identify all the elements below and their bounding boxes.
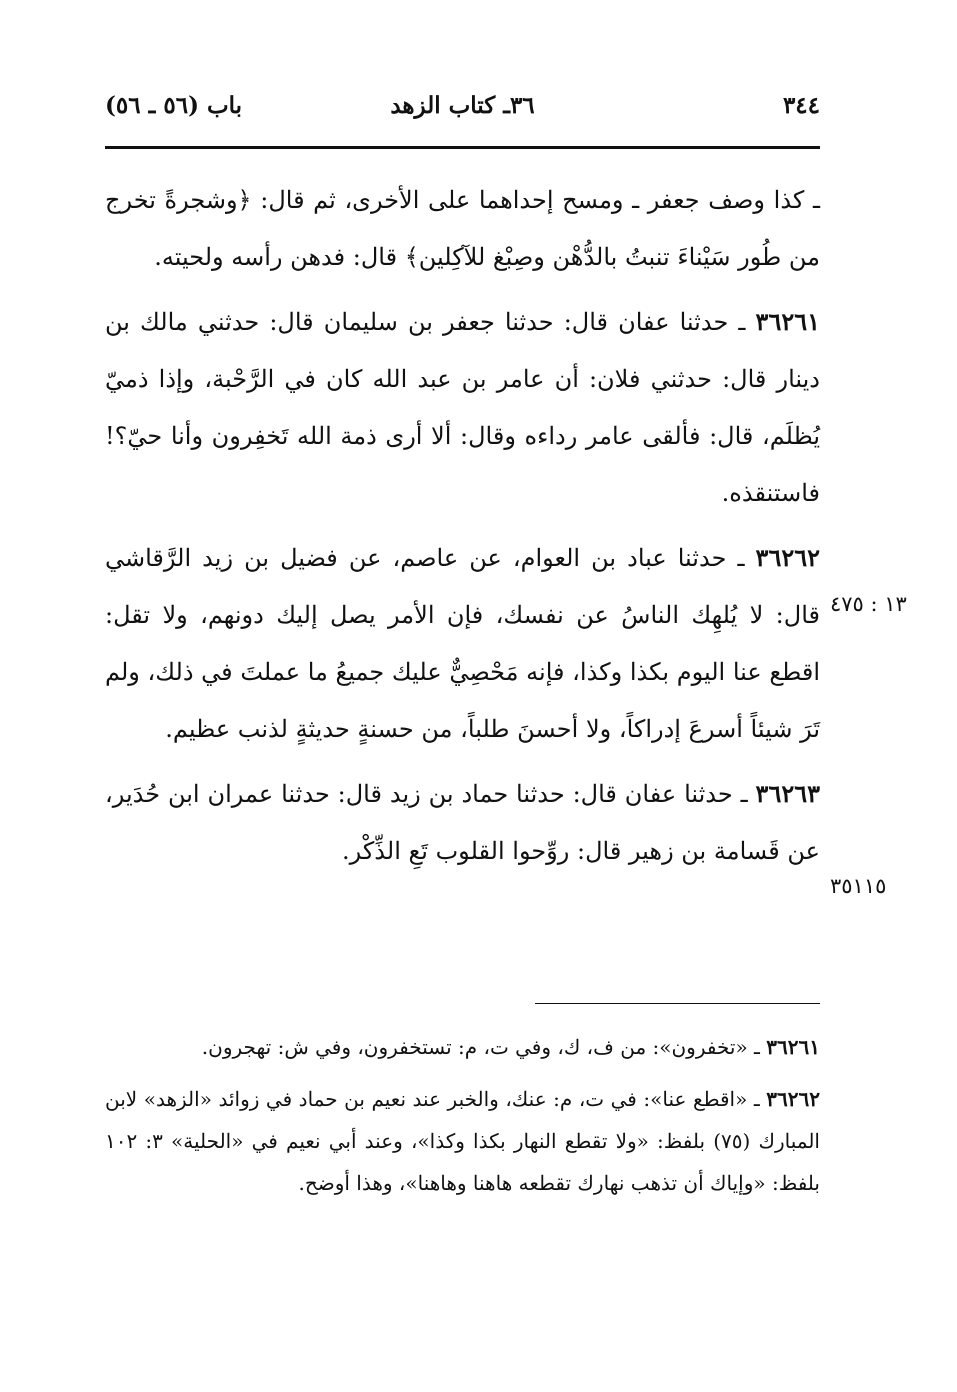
hadith-number: ٣٦٢٦١ <box>755 307 820 336</box>
hadith-number: ٣٦٢٦٣ <box>755 779 820 808</box>
footnotes <box>105 1026 820 1214</box>
hadith-text: ـ حدثنا عفان قال: حدثنا حماد بن زيد قال: حدثنا عمران ابن حُدَير، عن قَسامة بن زهير قال: روِّحوا القلوب تَعِ الذِّكْر. <box>105 780 820 865</box>
footnote-number: ٣٦٢٦١ <box>766 1035 820 1059</box>
footnote-text: ـ «تخفرون»: من ف، ك، وفي ت، م: تستخفرون، وفي ش: تهجرون. <box>201 1035 767 1059</box>
footnote <box>105 1026 820 1068</box>
footnote-text: ـ «اقطع عنا»: في ت، م: عنك، والخبر عند نعيم بن حماد في زوائد «الزهد» لابن المبارك (٧٥) بلفظ: «ولا تقطع النهار بكذا وكذا»، وعند أبي نعيم في «الحلية» ٣: ١٠٢ بلفظ: «وإياك أن تذهب نهارك تقطعه هاهنا وهاهنا»، وهذا أوضح. <box>105 1087 820 1195</box>
hadith-text: ـ حدثنا عفان قال: حدثنا جعفر بن سليمان قال: حدثني مالك بن دينار قال: حدثني فلان: أن عامر بن عبد الله كان في الرَّحْبة، وإذا ذميّ يُظلَم، قال: فألقى عامر رداءه وقال: ألا أرى ذمة الله تَخفِرون وأنا حيّ؟! فاستنقذه. <box>105 308 820 507</box>
header-rule <box>105 146 820 149</box>
footnote-number: ٣٦٢٦٢ <box>766 1087 820 1111</box>
margin-reference: ١٣ : ٤٧٥ <box>830 592 907 616</box>
running-header <box>105 92 820 132</box>
page-number: ٣٤٤ <box>782 92 820 119</box>
hadith-36261 <box>105 293 820 522</box>
footnote-rule <box>535 1003 820 1004</box>
hadith-text: ـ حدثنا عباد بن العوام، عن عاصم، عن فضيل بن زيد الرَّقاشي قال: لا يُلهِك الناسُ عن نفسك، فإن الأمر يصل إليك دونهم، ولا تقل: اقطع عنا اليوم بكذا وكذا، فإنه مَحْصِيٌّ عليك جميعُ ما عملتَ في ذلك، ولم تَرَ شيئاً أسرعَ إدراكاً، ولا أحسنَ طلباً، من حسنةٍ حديثةٍ لذنب عظيم. <box>105 544 820 743</box>
book-title: ٣٦ـ كتاب الزهد <box>390 92 535 119</box>
footnote <box>105 1078 820 1204</box>
chapter-label: باب (٥٦ ـ ٥٦) <box>105 92 243 119</box>
paragraph-continuation <box>105 172 820 286</box>
hadith-number: ٣٦٢٦٢ <box>755 543 820 572</box>
paragraph-text: ـ كذا وصف جعفر ـ ومسح إحداهما على الأخرى، ثم قال: ﴿وشجرةً تخرج من طُور سَيْناءَ تنبتُ بالدُّهْن وصِبْغ للآكِلين﴾ قال: فدهن رأسه ولحيته. <box>105 186 820 271</box>
hadith-36262 <box>105 529 820 758</box>
main-text <box>105 172 820 887</box>
margin-reference: ٣٥١١٥ <box>830 874 887 898</box>
hadith-36263 <box>105 765 820 880</box>
